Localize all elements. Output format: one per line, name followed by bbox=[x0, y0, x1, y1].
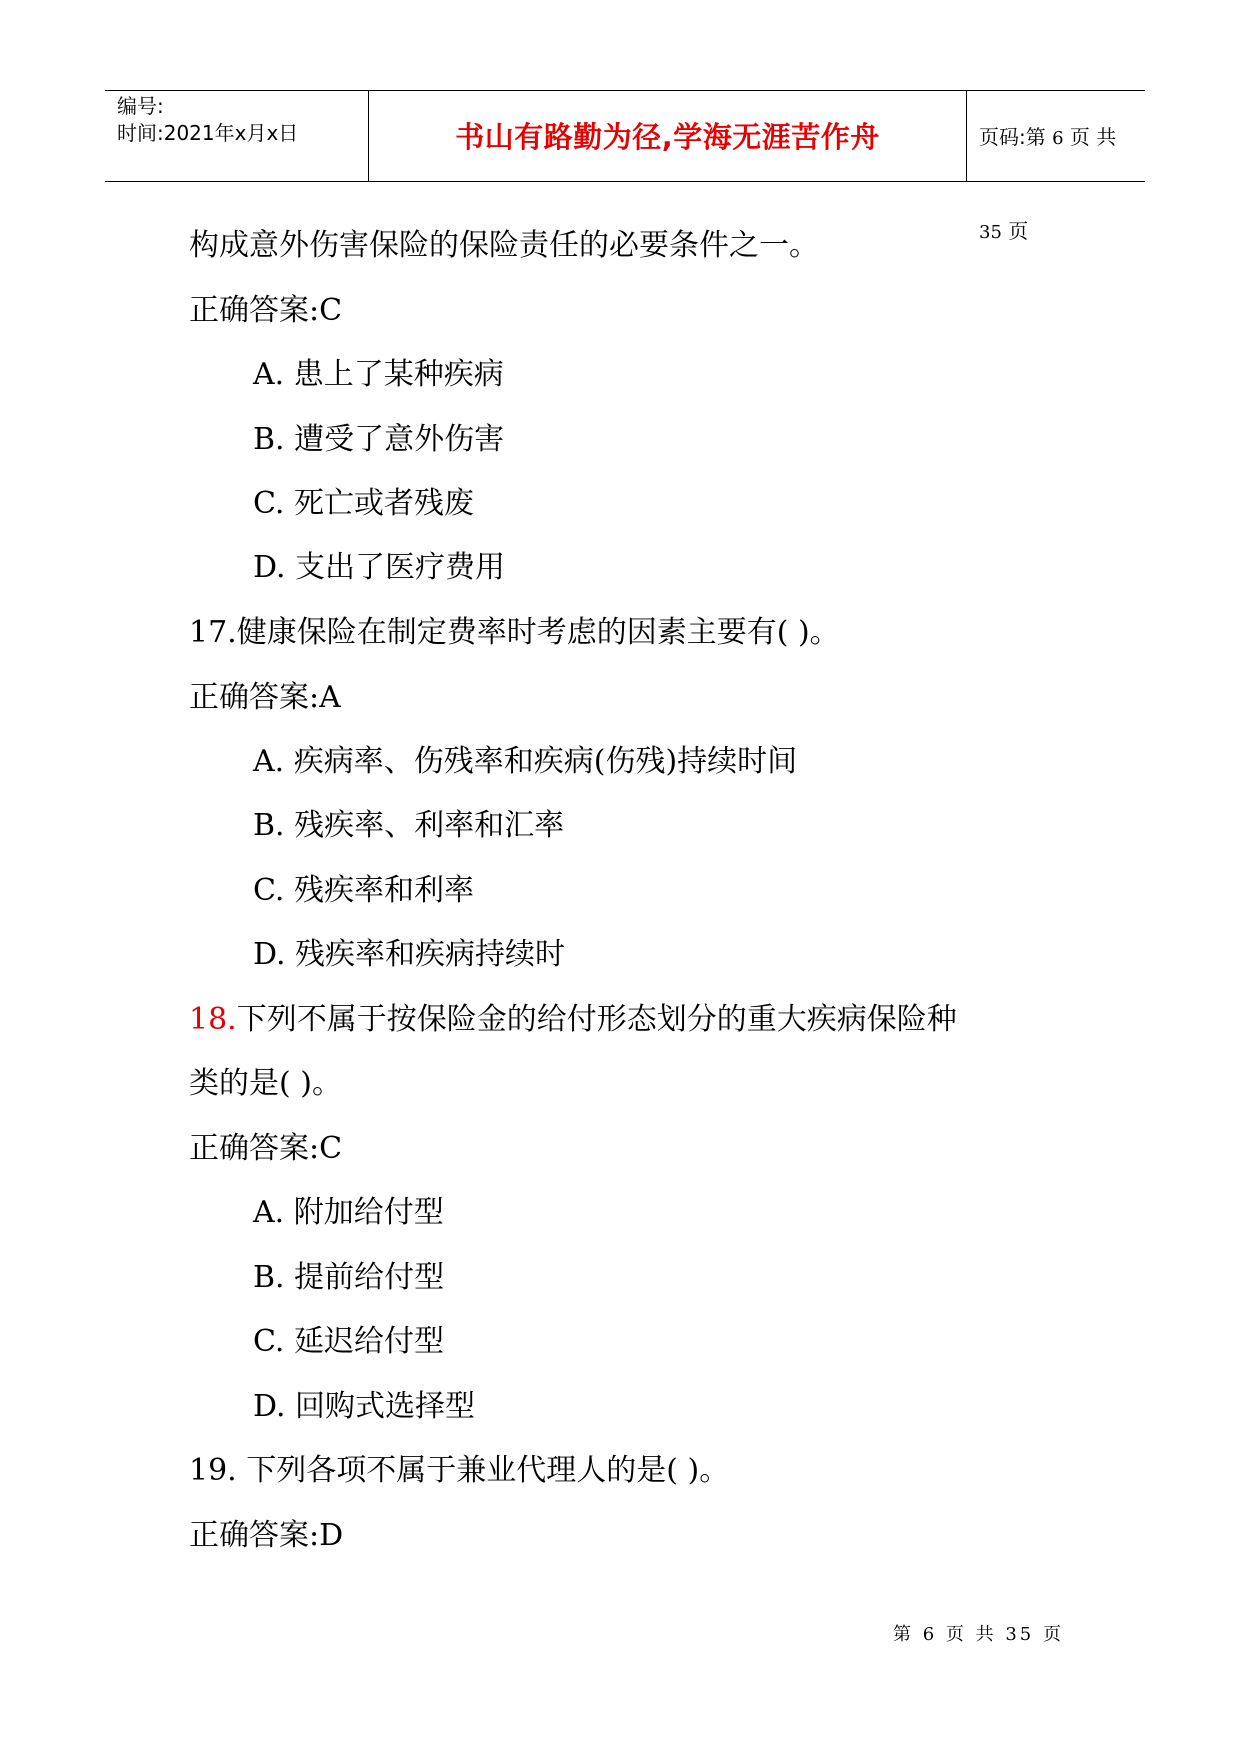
option-line: B. 残疾率、利率和汇率 bbox=[253, 808, 565, 843]
option-line: D. 支出了医疗费用 bbox=[253, 550, 506, 585]
answer-line: 正确答案:C bbox=[189, 293, 343, 328]
option-line: B. 遭受了意外伤害 bbox=[253, 422, 505, 457]
option-line: A. 患上了某种疾病 bbox=[253, 357, 504, 392]
page-middle: 页 共 bbox=[1069, 125, 1117, 149]
page-header bbox=[105, 90, 1145, 243]
option-line: D. 回购式选择型 bbox=[253, 1389, 476, 1424]
page-footer: 第 6 页 共 35 页 bbox=[893, 1624, 1064, 1645]
option-line: C. 残疾率和利率 bbox=[253, 873, 474, 908]
option-line: A. 疾病率、伤残率和疾病(伤残)持续时间 bbox=[253, 744, 798, 779]
answer-line: 正确答案:C bbox=[189, 1131, 343, 1166]
question-19: 19. 下列各项不属于兼业代理人的是( )。 bbox=[189, 1453, 730, 1488]
header-page-number bbox=[967, 91, 1145, 243]
option-line: A. 附加给付型 bbox=[253, 1195, 444, 1230]
question-text-continuation: 构成意外伤害保险的保险责任的必要条件之一。 bbox=[189, 228, 819, 263]
page-current: 6 bbox=[1052, 128, 1064, 149]
question-17: 17.健康保险在制定费率时考虑的因素主要有( )。 bbox=[189, 615, 840, 650]
page-suffix: 页 bbox=[1008, 219, 1029, 243]
header-meta bbox=[105, 91, 369, 181]
option-line: D. 残疾率和疾病持续时 bbox=[253, 937, 566, 972]
option-line: C. 死亡或者残废 bbox=[253, 486, 474, 521]
question-18-text: 下列不属于按保险金的给付形态划分的重大疾病保险种 bbox=[236, 1002, 957, 1037]
question-18-number: 18. bbox=[189, 1002, 237, 1037]
page-prefix: 页码:第 bbox=[979, 125, 1046, 149]
page-total: 35 bbox=[979, 222, 1002, 243]
option-line: B. 提前给付型 bbox=[253, 1260, 445, 1295]
time-label: 时间:2021年x月x日 bbox=[117, 121, 299, 145]
option-line: C. 延迟给付型 bbox=[253, 1324, 444, 1359]
question-18 bbox=[189, 1000, 957, 1040]
header-motto: 书山有路勤为径,学海无涯苦作舟 bbox=[369, 91, 967, 181]
answer-line: 正确答案:A bbox=[189, 680, 341, 715]
answer-line: 正确答案:D bbox=[189, 1518, 344, 1553]
question-18-continuation: 类的是( )。 bbox=[189, 1066, 342, 1101]
serial-label: 编号: bbox=[117, 94, 164, 118]
